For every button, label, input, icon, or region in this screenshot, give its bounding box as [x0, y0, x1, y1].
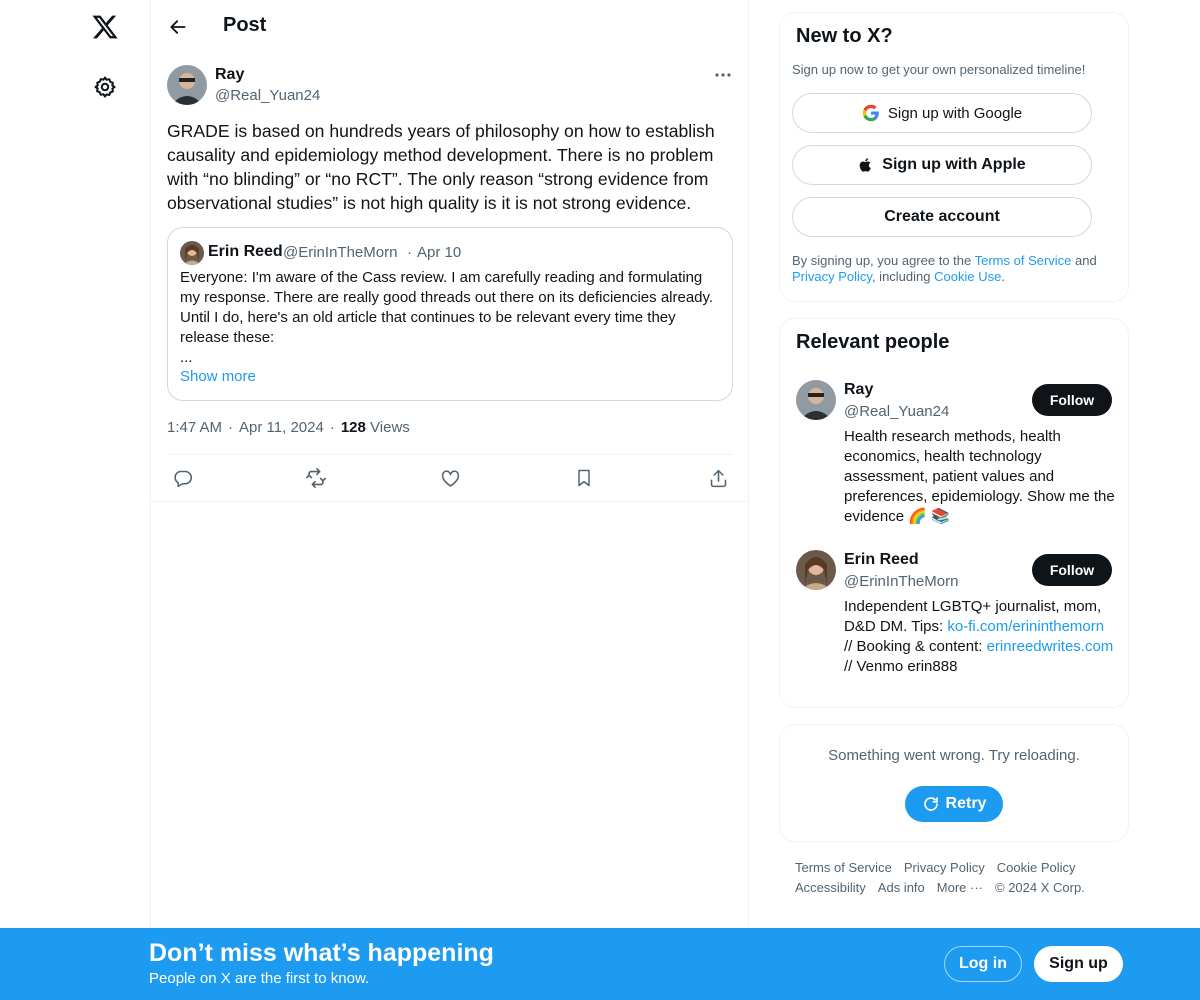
create-account-button[interactable]	[792, 197, 1092, 237]
reply-icon[interactable]	[168, 464, 196, 492]
create-account-label: Create account	[884, 208, 1000, 225]
bio-text: Independent LGBTQ+ journalist, mom, D&D DM. Tips:	[844, 598, 1102, 635]
sign-up-apple-label: Sign up with Apple	[882, 156, 1026, 173]
views-label: Views	[370, 419, 410, 436]
footer-links	[795, 858, 1115, 898]
person-bio	[844, 597, 1116, 677]
error-card	[779, 724, 1129, 842]
person-avatar[interactable]	[796, 550, 836, 590]
footer-cookie-link[interactable]: Cookie Policy	[996, 860, 1076, 875]
error-message: Something went wrong. Try reloading.	[828, 747, 1080, 764]
terms-link[interactable]: Terms of Service	[974, 253, 1072, 268]
author-avatar[interactable]	[167, 65, 207, 105]
divider	[167, 454, 733, 455]
quote-text: Everyone: I'm aware of the Cass review. I am carefully reading and formulating my response. There are really good threads out there on its deficiencies already. Until I do, here's an old article that continues to be relevant every time they release these:	[180, 269, 714, 346]
main-column	[150, 0, 749, 928]
more-options-icon[interactable]	[709, 64, 737, 86]
quoted-post[interactable]	[167, 227, 733, 401]
new-to-x-title: New to X?	[796, 25, 893, 47]
legal-text: By signing up, you agree to the	[792, 253, 975, 268]
sign-up-apple-button[interactable]	[792, 145, 1092, 185]
legal-text: and	[1071, 253, 1097, 268]
follow-button[interactable]: Follow	[1032, 384, 1112, 416]
person-handle[interactable]: @ErinInTheMorn	[844, 573, 959, 590]
kofi-link[interactable]: ko-fi.com/erininthemorn	[947, 618, 1105, 635]
footer-more-link[interactable]: More ···	[936, 880, 983, 895]
quote-author-name: Erin Reed	[208, 243, 283, 260]
bottom-signup-bar	[0, 928, 1200, 1000]
bio-text: // Booking & content:	[844, 638, 987, 655]
new-to-x-subtitle: Sign up now to get your own personalized timeline!	[792, 62, 1086, 77]
post-meta: 1:47 AM · Apr 11, 2024 · 128 Views	[167, 419, 410, 436]
footer-ads-link[interactable]: Ads info	[877, 880, 925, 895]
follow-button[interactable]: Follow	[1032, 554, 1112, 586]
sign-up-button[interactable]: Sign up	[1034, 946, 1123, 982]
author-handle[interactable]: @Real_Yuan24	[215, 87, 321, 104]
arrow-left-icon[interactable]	[161, 10, 195, 44]
person-name[interactable]: Ray	[844, 381, 874, 398]
x-logo-icon[interactable]	[86, 8, 124, 46]
new-to-x-card	[779, 12, 1129, 302]
post-header	[151, 0, 749, 54]
log-in-button[interactable]: Log in	[944, 946, 1022, 982]
person-bio: Health research methods, health economics, health technology assessment, patient values and preferences, epidemiology. Show me the evidence 🌈 📚	[844, 428, 1115, 525]
legal-text: .	[1001, 269, 1005, 284]
sign-up-google-label: Sign up with Google	[887, 104, 1023, 122]
author-name[interactable]: Ray	[215, 66, 245, 83]
post-time[interactable]: 1:47 AM	[167, 419, 223, 436]
footer-accessibility-link[interactable]: Accessibility	[795, 880, 866, 895]
bio-text: // Venmo erin888	[844, 658, 958, 675]
quote-separator: ·	[407, 244, 412, 261]
post-date[interactable]: Apr 11, 2024	[239, 419, 324, 436]
footer-copyright: © 2024 X Corp.	[995, 880, 1085, 895]
page-title: Post	[223, 14, 267, 36]
gear-icon[interactable]	[86, 68, 124, 106]
relevant-people-card	[779, 318, 1129, 708]
quote-author-handle: @ErinInTheMorn	[283, 244, 398, 261]
post-text: GRADE is based on hundreds years of philosophy on how to establish causality and epidemiology method development. There is no problem with “no blinding” or “no RCT”. The only reason “strong evidence from observational studies” is not high quality is it is not strong evidence.	[167, 121, 715, 213]
person-avatar[interactable]	[796, 380, 836, 420]
bottom-bar-subtitle: People on X are the first to know.	[149, 970, 370, 987]
privacy-link[interactable]: Privacy Policy	[792, 269, 872, 284]
post-actions	[167, 456, 737, 500]
google-icon	[862, 104, 880, 122]
quote-ellipsis: ...	[180, 349, 193, 366]
person-name[interactable]: Erin Reed	[844, 551, 919, 568]
footer-privacy-link[interactable]: Privacy Policy	[903, 860, 985, 875]
show-more-link[interactable]: Show more	[180, 368, 256, 385]
bookmark-icon[interactable]	[570, 464, 598, 492]
views-count: 128	[340, 419, 366, 436]
person-handle[interactable]: @Real_Yuan24	[844, 403, 950, 420]
retweet-icon[interactable]	[302, 464, 330, 492]
quote-author-avatar	[180, 241, 204, 265]
retry-label: Retry	[945, 795, 987, 812]
refresh-icon	[922, 795, 940, 813]
sign-up-google-button[interactable]	[792, 93, 1092, 133]
retry-button[interactable]	[905, 786, 1003, 822]
signup-legal-text	[792, 253, 1118, 285]
website-link[interactable]: erinreedwrites.com	[986, 638, 1114, 655]
like-icon[interactable]	[436, 464, 464, 492]
bottom-bar-title: Don’t miss what’s happening	[149, 939, 494, 967]
footer-terms-link[interactable]: Terms of Service	[795, 860, 892, 875]
left-nav	[0, 0, 150, 928]
apple-icon	[858, 156, 874, 174]
relevant-people-title: Relevant people	[796, 331, 950, 353]
cookie-use-link[interactable]: Cookie Use	[934, 269, 1002, 284]
quote-date: Apr 10	[417, 244, 462, 261]
divider	[151, 501, 749, 502]
share-icon[interactable]	[704, 464, 732, 492]
legal-text: , including	[871, 269, 935, 284]
